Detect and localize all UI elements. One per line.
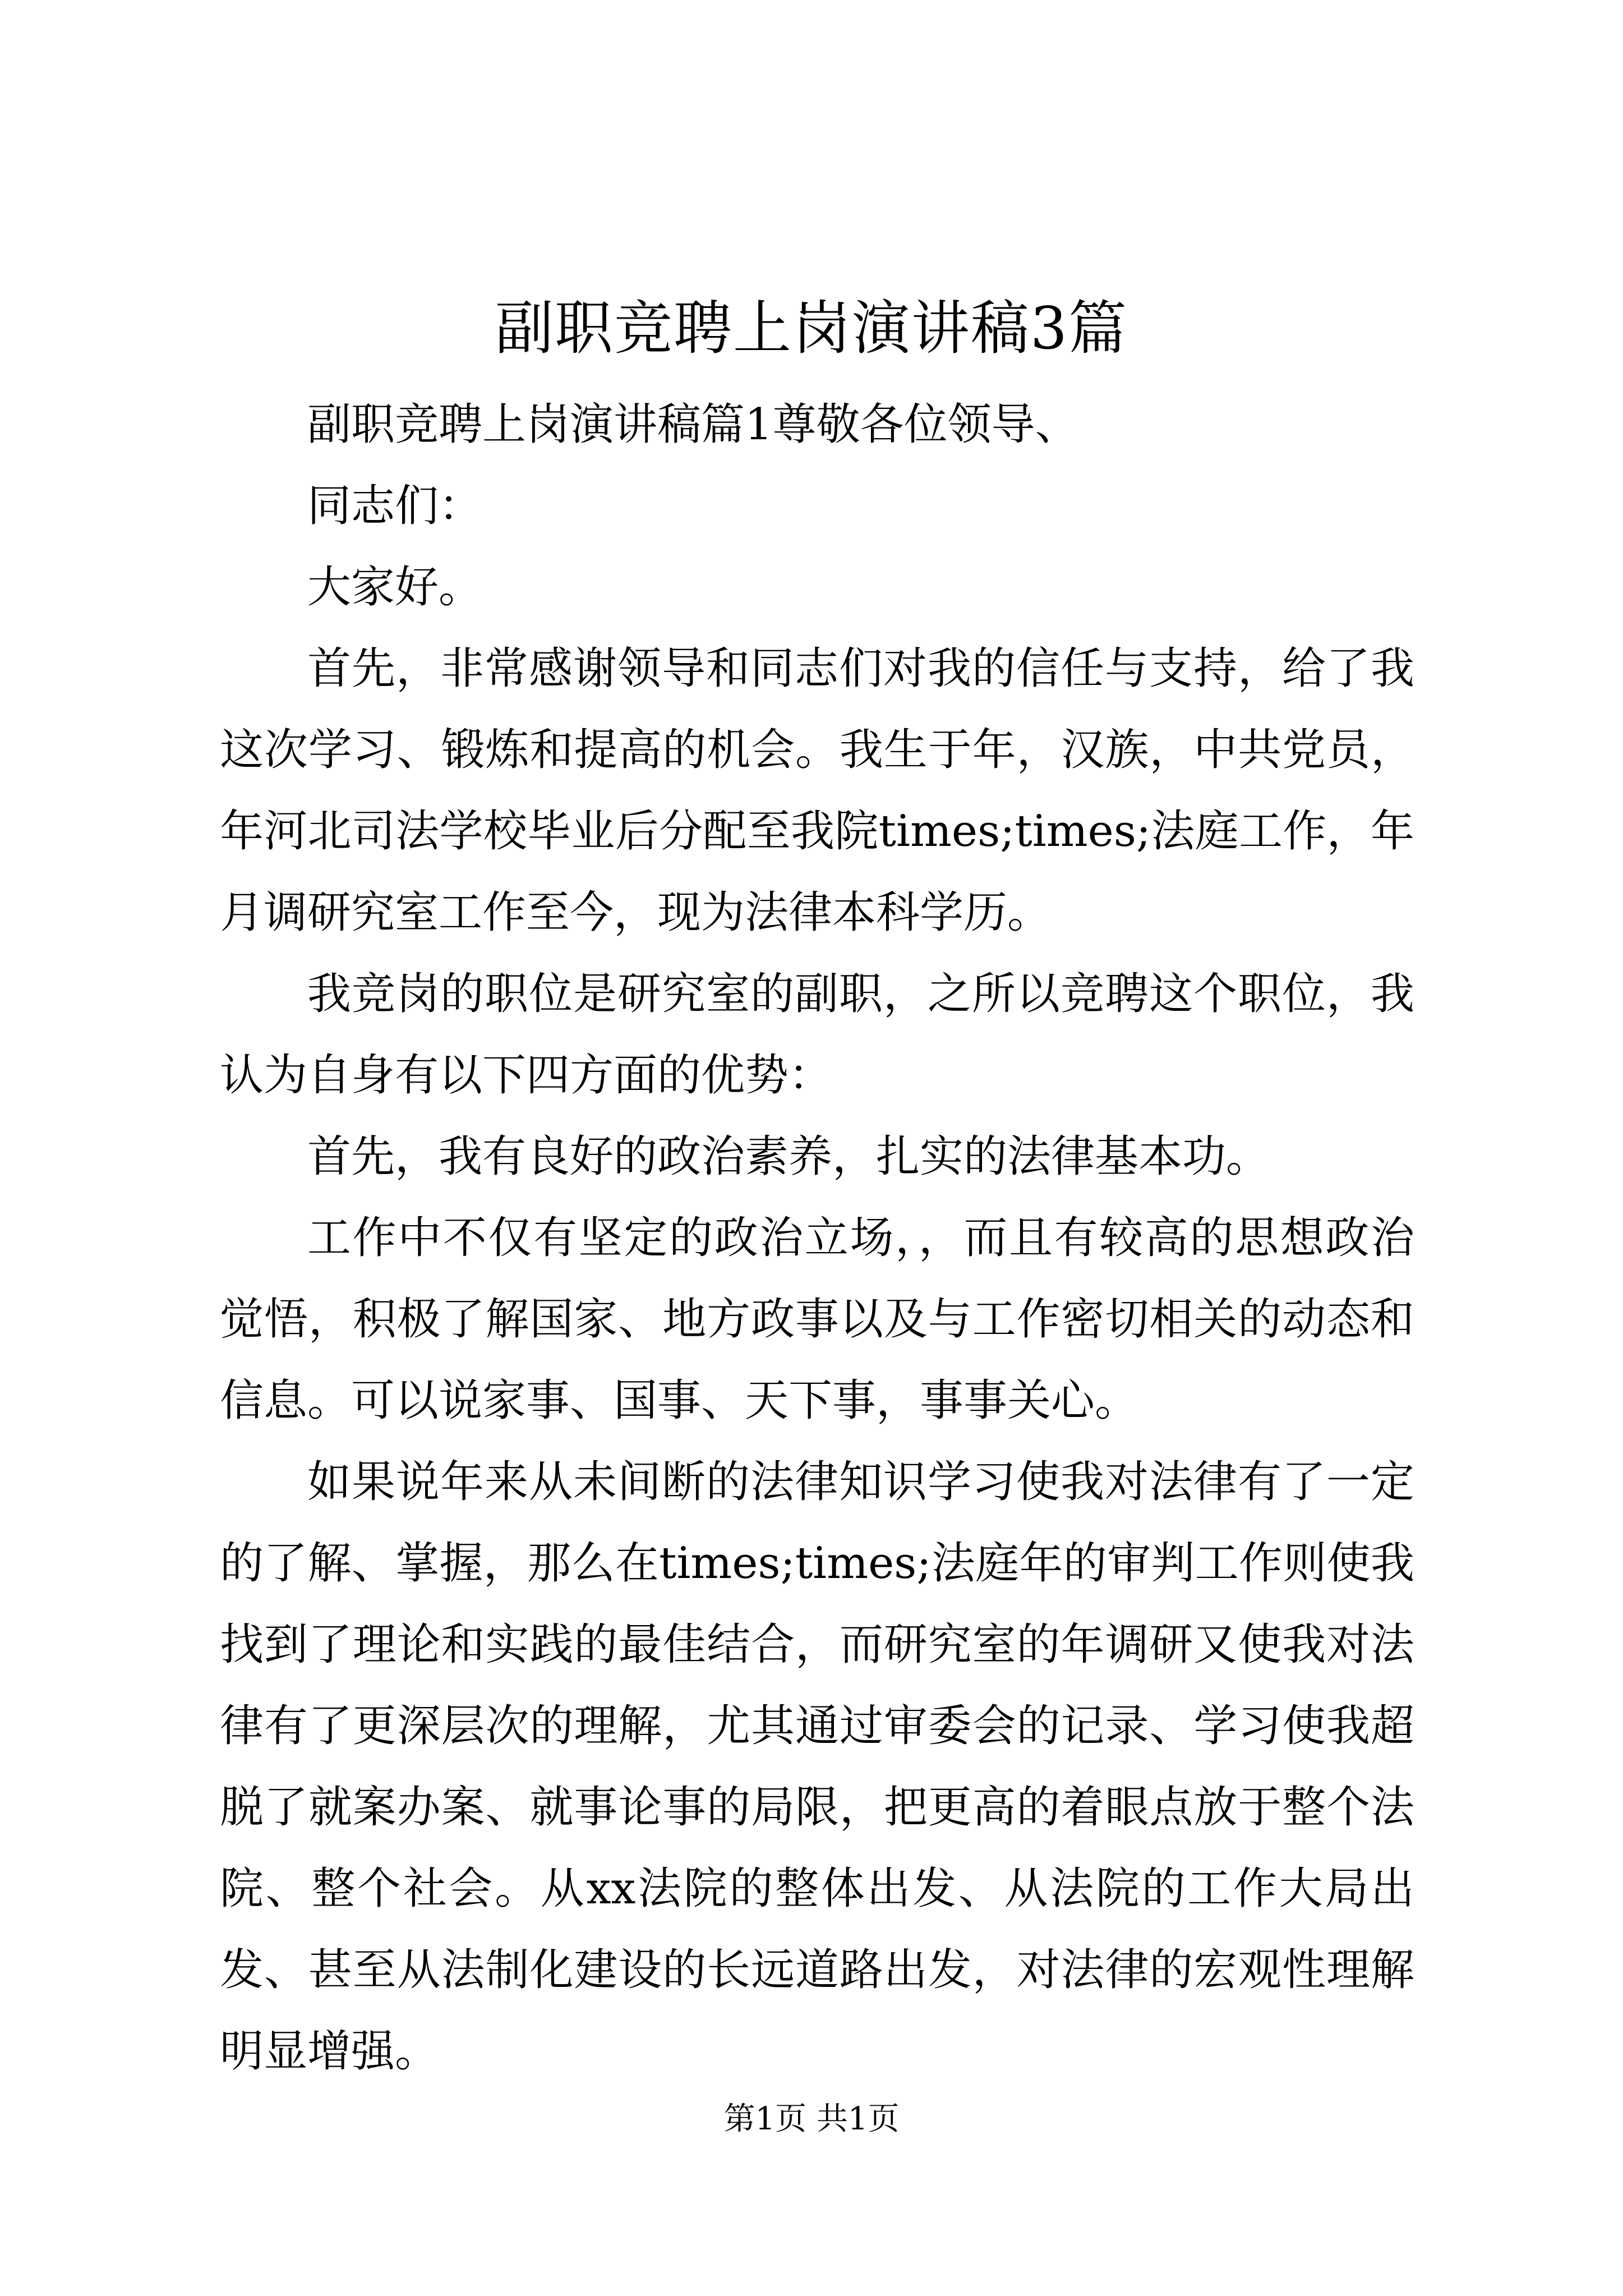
document-title: 副职竞聘上岗演讲稿3篇: [495, 294, 1128, 362]
page-footer: 第1页 共1页: [723, 2101, 900, 2137]
paragraph: 首先，非常感谢领导和同志们对我的信任与支持，给了我这次学习、锻炼和提高的机会。我生于年，汉族，中共党员，年河北司法学校毕业后分配至我院times;times;法庭工作，年月调研究室工作至今，现为法律本科学历。: [220, 643, 1414, 938]
paragraph: 如果说年来从未间断的法律知识学习使我对法律有了一定的了解、掌握，那么在times;times;法庭年的审判工作则使我找到了理论和实践的最佳结合，而研究室的年调研又使我对法律有了更深层次的理解，尤其通过审委会的记录、学习使我超脱了就案办案、就事论事的局限，把更高的着眼点放于整个法院、整个社会。从xx法院的整体出发、从法院的工作大局出发、甚至从法制化建设的长远道路出发，对法律的宏观性理解明显增强。: [220, 1457, 1414, 2077]
paragraph: 我竞岗的职位是研究室的副职，之所以竞聘这个职位，我认为自身有以下四方面的优势：: [220, 969, 1414, 1101]
paragraph: 同志们：: [307, 481, 483, 531]
paragraph: 首先，我有良好的政治素养，扎实的法律基本功。: [307, 1131, 1270, 1182]
document-body: [220, 384, 1414, 2092]
paragraph: 工作中不仅有坚定的政治立场，，而且有较高的思想政治觉悟，积极了解国家、地方政事以及与工作密切相关的动态和信息。可以说家事、国事、天下事，事事关心。: [220, 1213, 1414, 1426]
paragraph: 副职竞聘上岗演讲稿篇1尊敬各位领导、: [307, 399, 1079, 450]
paragraph: 大家好。: [307, 562, 483, 613]
